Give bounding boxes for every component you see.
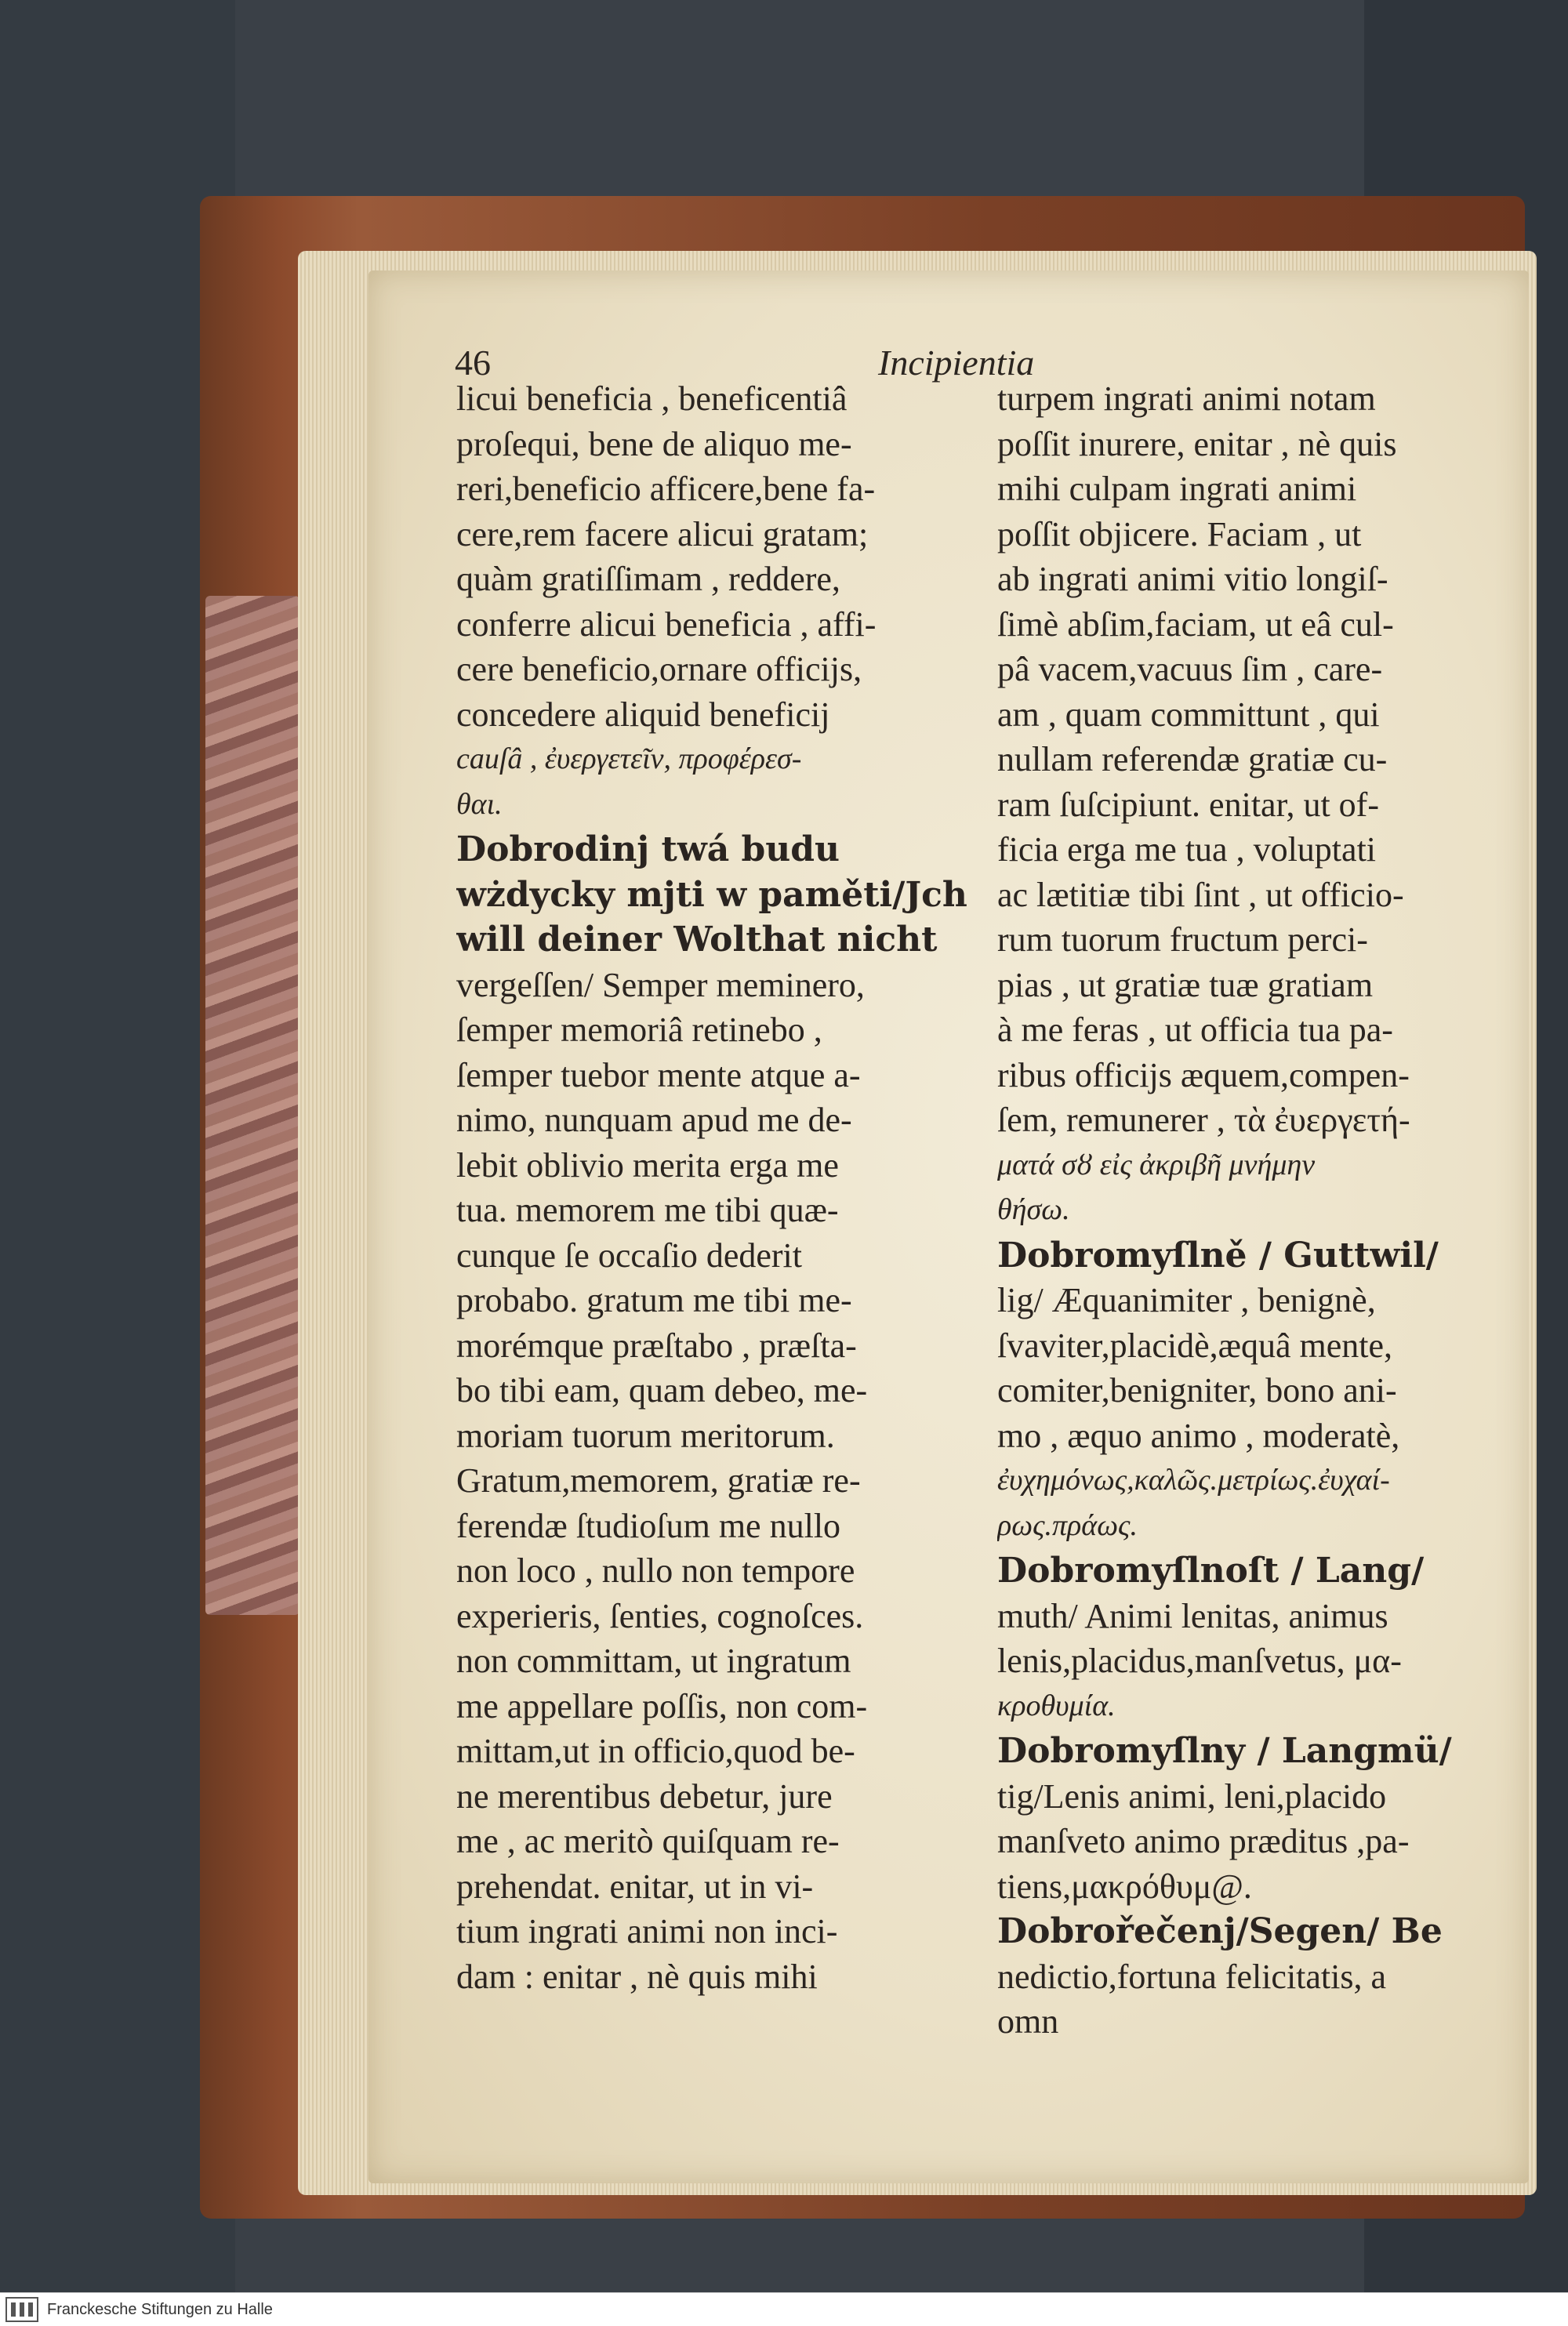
text-line: tig/Lenis animi, leni,placido xyxy=(997,1776,1387,1816)
entry-heading: Dobromyſlnoſt / Lang/ xyxy=(997,1551,1425,1591)
text-line: me , ac meritò quiſquam re- xyxy=(456,1822,840,1860)
text-line: quàm gratiſſimam , reddere, xyxy=(456,560,840,598)
text-line: ſimè abſim,faciam, ut eâ cul- xyxy=(997,604,1394,644)
text-line: ferendæ ſtudioſum me nullo xyxy=(456,1506,841,1545)
text-line: probabo. gratum me tibi me- xyxy=(456,1281,852,1319)
right-text-column xyxy=(997,376,1537,2045)
text-line: ματά σȣ εἰς ἀκριβῆ μνήμην xyxy=(997,1148,1316,1181)
text-line: morémque præſtabo , præſta- xyxy=(456,1326,857,1365)
text-line: rum tuorum fructum perci- xyxy=(997,920,1368,959)
text-line: ac lætitiæ tibi ſint , ut officio- xyxy=(997,875,1404,914)
entry-heading: Dobromyſlně / Guttwil/ xyxy=(997,1235,1439,1275)
text-line: mihi culpam ingrati animi xyxy=(997,470,1357,508)
text-line: nimo, nunquam apud me de- xyxy=(456,1101,852,1139)
text-line: nedictio,fortuna felicitatis, a xyxy=(997,1957,1387,1996)
text-line: omn xyxy=(997,2002,1059,2041)
text-line: licui beneficia , beneficentiâ xyxy=(456,379,848,418)
text-line: lenis,placidus,manſvetus, μα- xyxy=(997,1642,1402,1680)
text-line: turpem ingrati animi notam xyxy=(997,379,1376,418)
text-line: cunque ſe occaſio dederit xyxy=(456,1236,803,1275)
text-line: ab ingrati animi vitio longiſ- xyxy=(997,560,1388,598)
text-line: tium ingrati animi non inci- xyxy=(456,1912,838,1950)
entry-heading: Dobromyſlny / Langmü/ xyxy=(997,1731,1452,1771)
text-line: cere beneficio,ornare officijs, xyxy=(456,650,862,688)
text-line: manſveto animo præditus ,pa- xyxy=(997,1822,1410,1860)
text-line: concedere aliquid beneficij xyxy=(456,695,830,734)
text-line: tua. memorem me tibi quæ- xyxy=(456,1191,839,1229)
text-line: ſemper memoriâ retinebo , xyxy=(456,1011,822,1049)
text-line: comiter,benigniter, bono ani- xyxy=(997,1371,1397,1410)
entry-heading: Dobrodinj twá budu xyxy=(456,829,840,869)
text-line: mittam,ut in officio,quod be- xyxy=(456,1732,855,1770)
text-line: moriam tuorum meritorum. xyxy=(456,1416,835,1455)
text-line: vergeſſen/ Semper meminero, xyxy=(456,965,865,1004)
entry-heading: Dobrořečenj/Segen/ Be xyxy=(997,1911,1443,1951)
text-line: proſequi, bene de aliquo me- xyxy=(456,424,852,463)
text-line: ficia erga me tua , voluptati xyxy=(997,830,1377,869)
text-line: ne merentibus debetur, jure xyxy=(456,1776,833,1816)
text-line: reri,beneficio afficere,bene fa- xyxy=(456,470,876,508)
running-title: Incipientia xyxy=(878,343,1035,383)
text-line: dam : enitar , nè quis mihi xyxy=(456,1957,818,1996)
text-line: κροθυμία. xyxy=(997,1689,1116,1722)
text-line: tiens,μακρόθυμ@. xyxy=(997,1867,1252,1906)
text-line: lig/ Æquanimiter , benignè, xyxy=(997,1281,1376,1319)
text-line: poſſit inurere, enitar , nè quis xyxy=(997,424,1397,463)
text-line: conferre alicui beneficia , affi- xyxy=(456,604,877,644)
left-text-column xyxy=(456,376,997,1999)
text-line: nullam referendæ gratiæ cu- xyxy=(997,740,1388,778)
text-line: am , quam committunt , qui xyxy=(997,695,1380,734)
text-line: θήσω. xyxy=(997,1193,1070,1226)
text-line: experieris, ſenties, cognoſces. xyxy=(456,1596,864,1635)
text-line: lebit oblivio merita erga me xyxy=(456,1145,839,1185)
page-number: 46 xyxy=(455,343,491,383)
text-line: cere,rem facere alicui gratam; xyxy=(456,514,869,553)
institution-logo-icon xyxy=(5,2296,39,2323)
entry-heading: wżdycky mjti w paměti/Jch xyxy=(456,874,967,915)
text-line: ρως.πράως. xyxy=(997,1508,1138,1542)
text-line: Gratum,memorem, gratiæ re- xyxy=(456,1461,861,1500)
marbled-endpaper xyxy=(205,596,299,1615)
text-line: non committam, ut ingratum xyxy=(456,1642,851,1680)
text-line: poſſit objicere. Faciam , ut xyxy=(997,514,1362,553)
text-line: mo , æquo animo , moderatè, xyxy=(997,1416,1400,1455)
text-line: ram ſuſcipiunt. enitar, ut of- xyxy=(997,785,1379,824)
text-line: ſem, remunerer , τὰ ἐυεργετή- xyxy=(997,1101,1410,1139)
text-line: bo tibi eam, quam debeo, me- xyxy=(456,1371,868,1410)
running-head xyxy=(455,342,1537,381)
entry-heading: will deiner Wolthat nicht xyxy=(456,920,938,960)
text-line: me appellare poſſis, non com- xyxy=(456,1686,868,1725)
text-line: muth/ Animi lenitas, animus xyxy=(997,1596,1388,1635)
text-line: ſemper tuebor mente atque a- xyxy=(456,1055,861,1094)
text-line: θαι. xyxy=(456,787,503,821)
institution-name: Franckesche Stiftungen zu Halle xyxy=(47,2301,273,2318)
text-line: cauſâ , ἐυεργετεῖν, προφέρεσ- xyxy=(456,742,802,775)
text-line: à me feras , ut officia tua pa- xyxy=(997,1011,1393,1049)
text-line: pias , ut gratiæ tuæ gratiam xyxy=(997,965,1374,1004)
text-line: non loco , nullo non tempore xyxy=(456,1551,855,1590)
text-line: ἐυχημόνως,καλῶς.μετρίως.ἐυχαί- xyxy=(997,1464,1390,1497)
text-line: prehendat. enitar, ut in vi- xyxy=(456,1867,814,1906)
text-line: ſvaviter,placidè,æquâ mente, xyxy=(997,1326,1393,1365)
footer-bar xyxy=(0,2292,1568,2326)
text-line: ribus officijs æquem,compen- xyxy=(997,1055,1410,1094)
text-line: pâ vacem,vacuus ſim , care- xyxy=(997,650,1383,688)
